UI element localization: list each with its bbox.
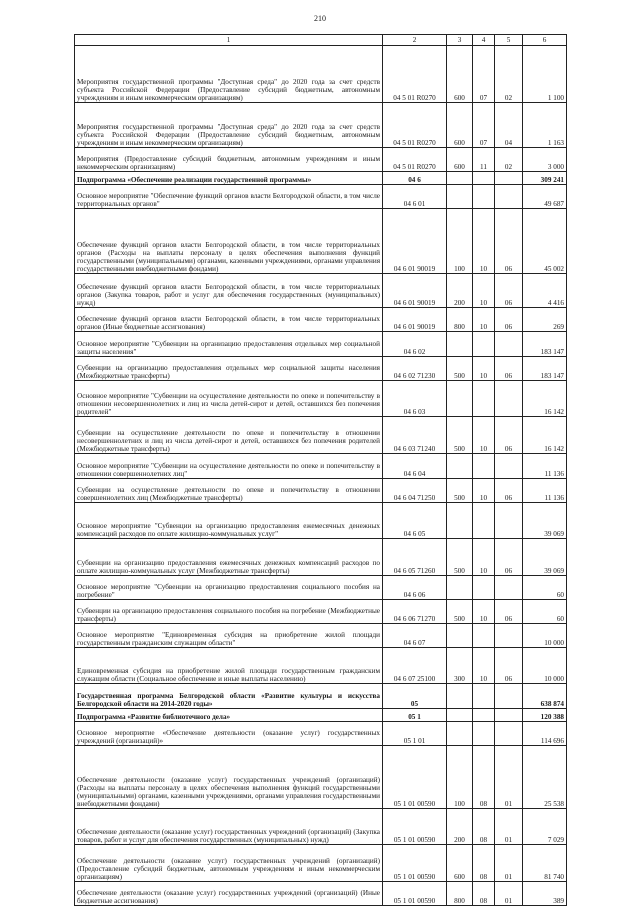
table-row xyxy=(75,454,567,479)
row-expense-type xyxy=(447,709,473,722)
header-col-3: 3 xyxy=(447,35,473,46)
row-section: 08 xyxy=(473,882,495,906)
row-target-article: 05 1 01 00590 xyxy=(383,746,447,809)
row-section xyxy=(473,172,495,185)
row-subsection xyxy=(495,684,523,709)
row-name: Обеспечение функций органов власти Белгородской области, в том числе территориальных органов (Закупка товаров, работ и услуг для обеспечения государственных (муниципальных) нужд) xyxy=(75,274,383,308)
row-section xyxy=(473,454,495,479)
row-name: Обеспечение деятельности (оказание услуг) государственных учреждений (организаций) (Закупка товаров, работ и услуг для обеспечения государственных (муниципальных) нужд) xyxy=(75,809,383,845)
row-subsection: 06 xyxy=(495,479,523,503)
row-amount: 39 069 xyxy=(523,503,567,539)
row-target-article: 04 6 01 90019 xyxy=(383,308,447,332)
row-expense-type xyxy=(447,624,473,648)
row-expense-type: 600 xyxy=(447,103,473,148)
row-target-article: 04 6 03 71240 xyxy=(383,417,447,454)
row-target-article: 05 1 01 00590 xyxy=(383,845,447,882)
row-section xyxy=(473,332,495,357)
row-name: Основное мероприятие "Субвенции на организацию предоставления социального пособия на погребение" xyxy=(75,576,383,600)
row-section xyxy=(473,576,495,600)
table-row xyxy=(75,722,567,746)
row-name: Мероприятия государственной программы "Доступная среда" до 2020 года за счет средств субъекта Российской Федерации (Предоставление субсидий бюджетным, автономным учреждениям и иным некоммерческим организациям) xyxy=(75,103,383,148)
row-subsection: 04 xyxy=(495,103,523,148)
row-section: 08 xyxy=(473,809,495,845)
row-subsection: 01 xyxy=(495,746,523,809)
row-target-article: 05 1 01 xyxy=(383,722,447,746)
row-subsection xyxy=(495,503,523,539)
row-subsection: 06 xyxy=(495,539,523,576)
row-section xyxy=(473,709,495,722)
row-subsection xyxy=(495,454,523,479)
row-name: Мероприятия (Предоставление субсидий бюджетным, автономным учреждениям и иным некоммерческим организациям) xyxy=(75,148,383,172)
row-name: Мероприятия государственной программы "Доступная среда" до 2020 года за счет средств субъекта Российской Федерации (Предоставление субсидий бюджетным, автономным учреждениям и иным некоммерческим организациям) xyxy=(75,46,383,103)
row-subsection: 02 xyxy=(495,46,523,103)
row-section: 10 xyxy=(473,357,495,381)
row-subsection: 06 xyxy=(495,648,523,684)
table-body xyxy=(75,46,567,906)
row-amount: 11 136 xyxy=(523,479,567,503)
table-row xyxy=(75,576,567,600)
row-name: Обеспечение функций органов власти Белгородской области, в том числе территориальных органов (Иные бюджетные ассигнования) xyxy=(75,308,383,332)
row-subsection xyxy=(495,332,523,357)
row-target-article: 04 6 01 90019 xyxy=(383,209,447,274)
table-row xyxy=(75,209,567,274)
row-expense-type: 600 xyxy=(447,148,473,172)
row-expense-type xyxy=(447,381,473,417)
row-amount: 183 147 xyxy=(523,357,567,381)
row-expense-type: 500 xyxy=(447,479,473,503)
row-target-article: 04 6 03 xyxy=(383,381,447,417)
row-name: Основное мероприятие «Обеспечение деятельности (оказание услуг) государственных учреждений (организаций)» xyxy=(75,722,383,746)
row-target-article: 04 6 04 71250 xyxy=(383,479,447,503)
row-name: Субвенции на организацию предоставления отдельных мер социальной защиты населения (Межбюджетные трансферты) xyxy=(75,357,383,381)
row-target-article: 04 6 01 xyxy=(383,185,447,209)
row-subsection xyxy=(495,576,523,600)
row-expense-type xyxy=(447,454,473,479)
row-name: Основное мероприятие "Субвенции на организацию предоставления отдельных мер социальной защиты населения" xyxy=(75,332,383,357)
row-amount: 10 000 xyxy=(523,624,567,648)
row-target-article: 04 6 01 90019 xyxy=(383,274,447,308)
row-amount: 3 000 xyxy=(523,148,567,172)
page-number: 210 xyxy=(314,14,326,23)
row-name: Обеспечение деятельности (оказание услуг) государственных учреждений (организаций) (Иные бюджетные ассигнования) xyxy=(75,882,383,906)
row-subsection xyxy=(495,709,523,722)
table-row xyxy=(75,417,567,454)
table-row xyxy=(75,882,567,906)
table-row xyxy=(75,381,567,417)
row-section xyxy=(473,185,495,209)
row-expense-type: 600 xyxy=(447,46,473,103)
row-subsection: 06 xyxy=(495,600,523,624)
table-row xyxy=(75,274,567,308)
row-name: Обеспечение функций органов власти Белгородской области, в том числе территориальных органов (Расходы на выплаты персоналу в целях обеспечения выполнения функций государственными (муниципальными) органами, казенными учреждениями, органами управления государственными внебюджетными фондами) xyxy=(75,209,383,274)
row-subsection: 06 xyxy=(495,357,523,381)
row-expense-type: 200 xyxy=(447,274,473,308)
row-section xyxy=(473,503,495,539)
row-name: Основное мероприятие "Обеспечение функций органов власти Белгородской области, в том числе территориальных органов" xyxy=(75,185,383,209)
table-row xyxy=(75,503,567,539)
table-row xyxy=(75,332,567,357)
row-subsection: 06 xyxy=(495,209,523,274)
row-expense-type xyxy=(447,332,473,357)
row-subsection xyxy=(495,381,523,417)
row-name: Основное мероприятие "Субвенции на организацию предоставления ежемесячных денежных компенсаций расходов по оплате жилищно-коммунальных услуг" xyxy=(75,503,383,539)
row-name: Субвенции на осуществление деятельности по опеке и попечительству в отношении совершеннолетних лиц (Межбюджетные трансферты) xyxy=(75,479,383,503)
row-amount: 16 142 xyxy=(523,381,567,417)
table-row xyxy=(75,148,567,172)
row-target-article: 05 xyxy=(383,684,447,709)
row-amount: 114 696 xyxy=(523,722,567,746)
row-expense-type xyxy=(447,722,473,746)
table-row xyxy=(75,479,567,503)
row-name: Обеспечение деятельности (оказание услуг) государственных учреждений (организаций) (Предоставление субсидий бюджетным, автономным учреждениям и иным некоммерческим организациям) xyxy=(75,845,383,882)
row-amount: 309 241 xyxy=(523,172,567,185)
row-section: 08 xyxy=(473,746,495,809)
row-target-article: 04 6 05 xyxy=(383,503,447,539)
row-amount: 11 136 xyxy=(523,454,567,479)
row-expense-type: 100 xyxy=(447,209,473,274)
table-row xyxy=(75,709,567,722)
row-amount: 1 100 xyxy=(523,46,567,103)
row-expense-type xyxy=(447,576,473,600)
row-subsection: 02 xyxy=(495,148,523,172)
row-subsection xyxy=(495,722,523,746)
row-section: 10 xyxy=(473,600,495,624)
row-target-article: 04 5 01 R0270 xyxy=(383,46,447,103)
table-row xyxy=(75,103,567,148)
row-expense-type xyxy=(447,185,473,209)
row-section: 07 xyxy=(473,46,495,103)
row-section: 10 xyxy=(473,209,495,274)
table-row xyxy=(75,624,567,648)
row-name: Субвенции на осуществление деятельности по опеке и попечительству в отношении несовершеннолетних и лиц из числа детей-сирот и детей, оставшихся без попечения родителей (Межбюджетные трансферты) xyxy=(75,417,383,454)
row-expense-type: 500 xyxy=(447,417,473,454)
row-name: Субвенции на организацию предоставления ежемесячных денежных компенсаций расходов по оплате жилищно-коммунальных услуг (Межбюджетные трансферты) xyxy=(75,539,383,576)
row-amount: 81 740 xyxy=(523,845,567,882)
table-row xyxy=(75,600,567,624)
row-amount: 389 xyxy=(523,882,567,906)
table-row xyxy=(75,648,567,684)
table-row xyxy=(75,357,567,381)
table-row xyxy=(75,845,567,882)
header-col-5: 5 xyxy=(495,35,523,46)
row-target-article: 04 6 05 71260 xyxy=(383,539,447,576)
row-expense-type: 100 xyxy=(447,746,473,809)
row-name: Основное мероприятие "Субвенции на осуществление деятельности по опеке и попечительству в отношении несовершеннолетних и лиц из числа детей-сирот и детей, оставшихся без попечения родителей" xyxy=(75,381,383,417)
row-subsection: 06 xyxy=(495,274,523,308)
row-expense-type xyxy=(447,684,473,709)
row-amount: 269 xyxy=(523,308,567,332)
row-amount: 25 538 xyxy=(523,746,567,809)
budget-table xyxy=(74,34,567,906)
row-name: Субвенции на организацию предоставления социального пособия на погребение (Межбюджетные трансферты) xyxy=(75,600,383,624)
row-section: 10 xyxy=(473,479,495,503)
row-amount: 7 029 xyxy=(523,809,567,845)
row-name: Основное мероприятие "Единовременная субсидия на приобретение жилой площади государственным гражданским служащим области" xyxy=(75,624,383,648)
row-section: 08 xyxy=(473,845,495,882)
row-subsection xyxy=(495,185,523,209)
table-row xyxy=(75,539,567,576)
row-target-article: 04 6 06 xyxy=(383,576,447,600)
row-target-article: 04 6 02 71230 xyxy=(383,357,447,381)
row-name: Основное мероприятие "Субвенции на осуществление деятельности по опеке и попечительству в отношении совершеннолетних лиц" xyxy=(75,454,383,479)
row-section xyxy=(473,722,495,746)
row-subsection: 06 xyxy=(495,417,523,454)
row-expense-type: 500 xyxy=(447,357,473,381)
row-name: Подпрограмма «Развитие библиотечного дела» xyxy=(75,709,383,722)
row-section: 07 xyxy=(473,103,495,148)
row-name: Единовременная субсидия на приобретение жилой площади государственным гражданским служащим области (Социальное обеспечение и иные выплаты населению) xyxy=(75,648,383,684)
row-expense-type: 500 xyxy=(447,539,473,576)
row-section: 10 xyxy=(473,274,495,308)
row-section: 10 xyxy=(473,308,495,332)
row-expense-type: 800 xyxy=(447,308,473,332)
row-section: 11 xyxy=(473,148,495,172)
row-amount: 16 142 xyxy=(523,417,567,454)
header-row xyxy=(75,35,567,46)
table-row xyxy=(75,172,567,185)
row-expense-type: 600 xyxy=(447,845,473,882)
row-expense-type xyxy=(447,172,473,185)
row-section xyxy=(473,684,495,709)
table-row xyxy=(75,185,567,209)
row-amount: 183 147 xyxy=(523,332,567,357)
row-target-article: 04 5 01 R0270 xyxy=(383,148,447,172)
header-col-6: 6 xyxy=(523,35,567,46)
row-target-article: 04 6 xyxy=(383,172,447,185)
row-expense-type: 800 xyxy=(447,882,473,906)
header-col-2: 2 xyxy=(383,35,447,46)
row-section: 10 xyxy=(473,539,495,576)
table-row xyxy=(75,746,567,809)
row-amount: 4 416 xyxy=(523,274,567,308)
table-row xyxy=(75,46,567,103)
table-row xyxy=(75,809,567,845)
table-row xyxy=(75,684,567,709)
row-subsection: 01 xyxy=(495,882,523,906)
row-section xyxy=(473,624,495,648)
row-subsection xyxy=(495,624,523,648)
row-section: 10 xyxy=(473,648,495,684)
header-col-1: 1 xyxy=(75,35,383,46)
row-amount: 1 163 xyxy=(523,103,567,148)
row-expense-type: 500 xyxy=(447,600,473,624)
row-expense-type xyxy=(447,503,473,539)
row-target-article: 04 6 06 71270 xyxy=(383,600,447,624)
row-amount: 60 xyxy=(523,576,567,600)
row-section xyxy=(473,381,495,417)
row-name: Подпрограмма «Обеспечение реализации государственной программы» xyxy=(75,172,383,185)
row-target-article: 04 6 07 25100 xyxy=(383,648,447,684)
row-subsection: 01 xyxy=(495,809,523,845)
header-col-4: 4 xyxy=(473,35,495,46)
row-target-article: 04 6 07 xyxy=(383,624,447,648)
row-target-article: 05 1 01 00590 xyxy=(383,809,447,845)
row-target-article: 05 1 01 00590 xyxy=(383,882,447,906)
row-subsection xyxy=(495,172,523,185)
row-name: Государственная программа Белгородской области «Развитие культуры и искусства Белгородской области на 2014-2020 годы» xyxy=(75,684,383,709)
row-amount: 49 687 xyxy=(523,185,567,209)
row-section: 10 xyxy=(473,417,495,454)
row-target-article: 04 6 02 xyxy=(383,332,447,357)
row-amount: 638 874 xyxy=(523,684,567,709)
row-name: Обеспечение деятельности (оказание услуг) государственных учреждений (организаций) (Расходы на выплаты персоналу в целях обеспечения выполнения функций государственными (муниципальными) органами, казенными учреждениями, органами управления государственными внебюджетными фондами) xyxy=(75,746,383,809)
table-row xyxy=(75,308,567,332)
row-amount: 39 069 xyxy=(523,539,567,576)
row-amount: 60 xyxy=(523,600,567,624)
row-expense-type: 300 xyxy=(447,648,473,684)
row-subsection: 06 xyxy=(495,308,523,332)
row-target-article: 05 1 xyxy=(383,709,447,722)
row-amount: 45 002 xyxy=(523,209,567,274)
row-amount: 120 388 xyxy=(523,709,567,722)
row-expense-type: 200 xyxy=(447,809,473,845)
row-amount: 10 000 xyxy=(523,648,567,684)
row-target-article: 04 5 01 R0270 xyxy=(383,103,447,148)
row-subsection: 01 xyxy=(495,845,523,882)
row-target-article: 04 6 04 xyxy=(383,454,447,479)
